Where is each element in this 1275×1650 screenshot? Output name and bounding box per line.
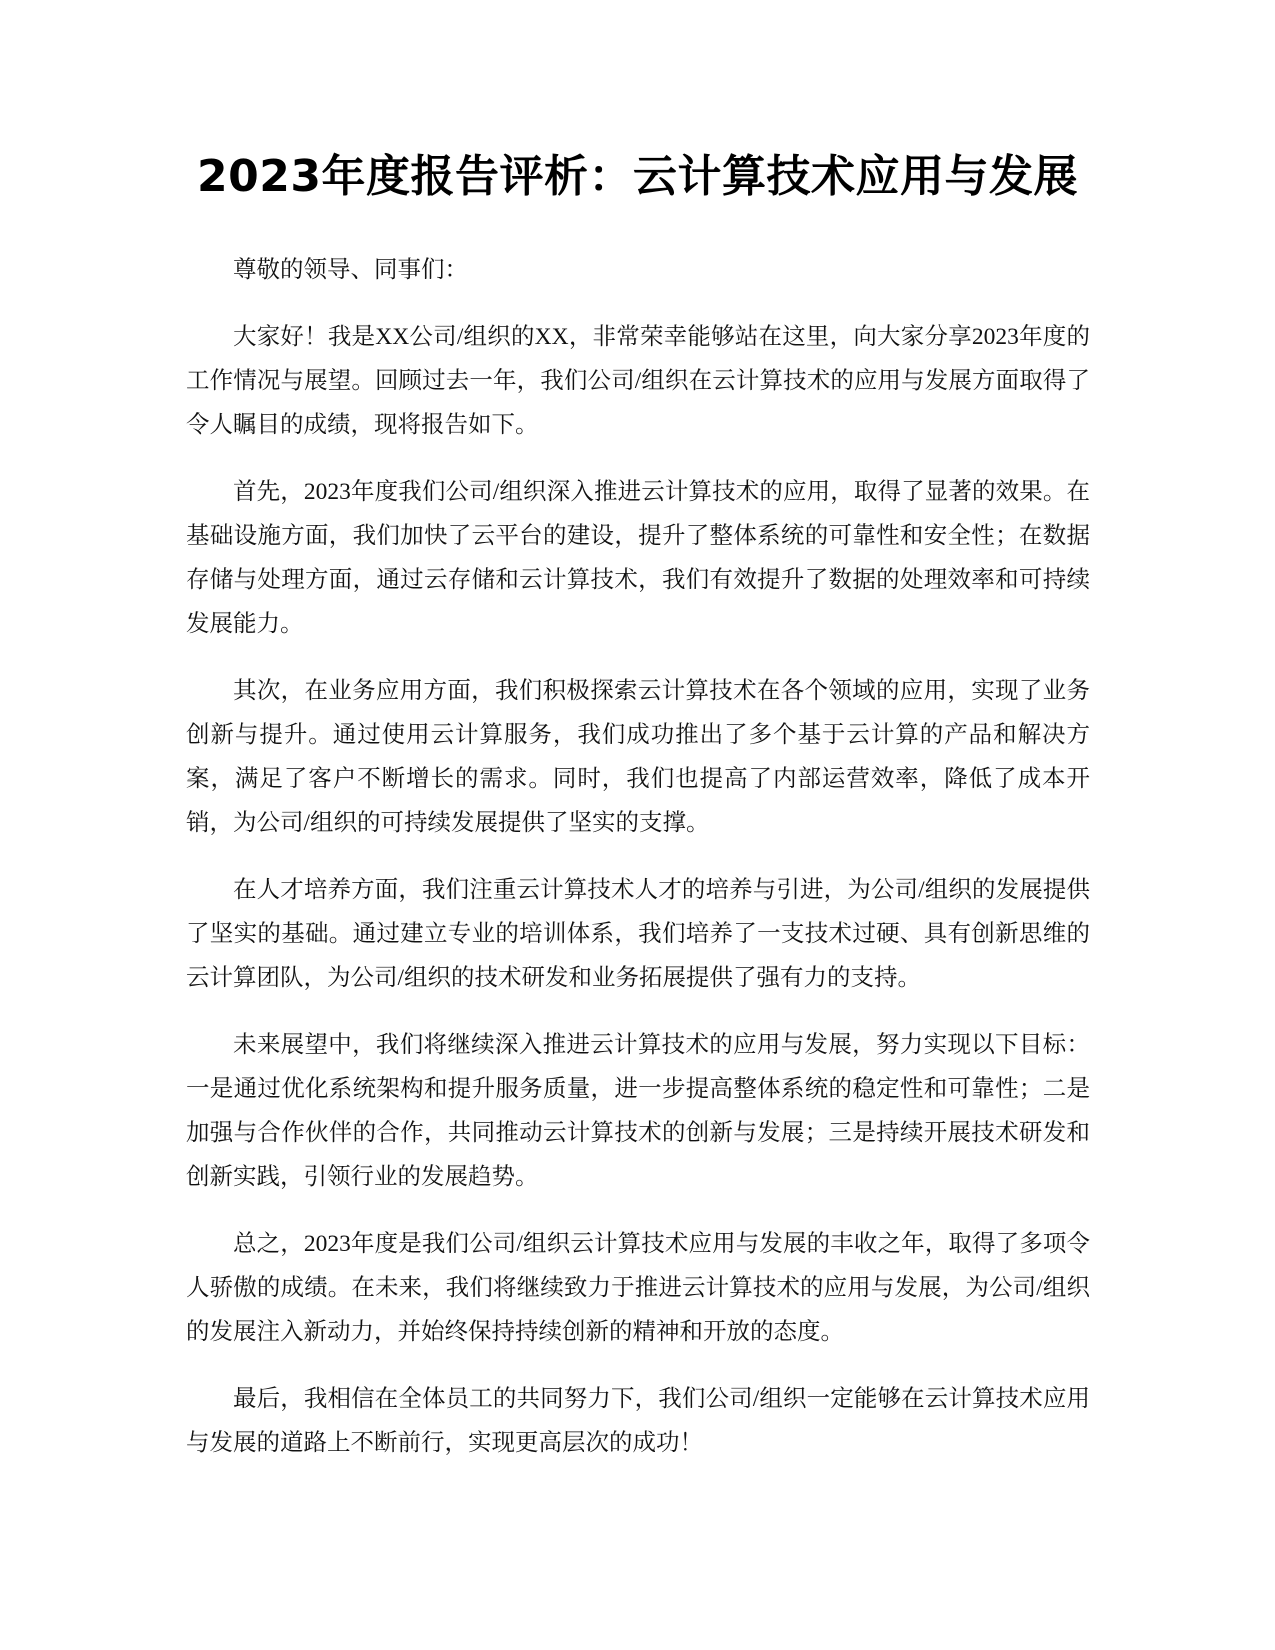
business-paragraph: 其次，在业务应用方面，我们积极探索云计算技术在各个领域的应用，实现了业务创新与提升。通过使用云计算服务，我们成功推出了多个基于云计算的产品和解决方案，满足了客户不断增长的需求。同时，我们也提高了内部运营效率，降低了成本开销，为公司/组织的可持续发展提供了坚实的支撑。: [186, 678, 1090, 836]
talent-paragraph: 在人才培养方面，我们注重云计算技术人才的培养与引进，为公司/组织的发展提供了坚实的基础。通过建立专业的培训体系，我们培养了一支技术过硬、具有创新思维的云计算团队，为公司/组织的技术研发和业务拓展提供了强有力的支持。: [186, 877, 1090, 991]
document-title: 2023年度报告评析：云计算技术应用与发展: [197, 151, 1078, 202]
salutation-paragraph: 尊敬的领导、同事们：: [233, 257, 468, 283]
outlook-paragraph: 未来展望中，我们将继续深入推进云计算技术的应用与发展，努力实现以下目标：一是通过优化系统架构和提升服务质量，进一步提高整体系统的稳定性和可靠性；二是加强与合作伙伴的合作，共同推动云计算技术的创新与发展；三是持续开展技术研发和创新实践，引领行业的发展趋势。: [186, 1032, 1090, 1190]
document-body: [186, 248, 1090, 1488]
summary-paragraph: 总之，2023年度是我们公司/组织云计算技术应用与发展的丰收之年，取得了多项令人骄傲的成绩。在未来，我们将继续致力于推进云计算技术的应用与发展，为公司/组织的发展注入新动力，并始终保持持续创新的精神和开放的态度。: [186, 1231, 1090, 1345]
closing-paragraph: 最后，我相信在全体员工的共同努力下，我们公司/组织一定能够在云计算技术应用与发展的道路上不断前行，实现更高层次的成功！: [186, 1386, 1090, 1456]
intro-paragraph: 大家好！我是XX公司/组织的XX，非常荣幸能够站在这里，向大家分享2023年度的工作情况与展望。回顾过去一年，我们公司/组织在云计算技术的应用与发展方面取得了令人瞩目的成绩，现将报告如下。: [186, 324, 1090, 438]
infrastructure-paragraph: 首先，2023年度我们公司/组织深入推进云计算技术的应用，取得了显著的效果。在基础设施方面，我们加快了云平台的建设，提升了整体系统的可靠性和安全性；在数据存储与处理方面，通过云存储和云计算技术，我们有效提升了数据的处理效率和可持续发展能力。: [186, 479, 1090, 637]
